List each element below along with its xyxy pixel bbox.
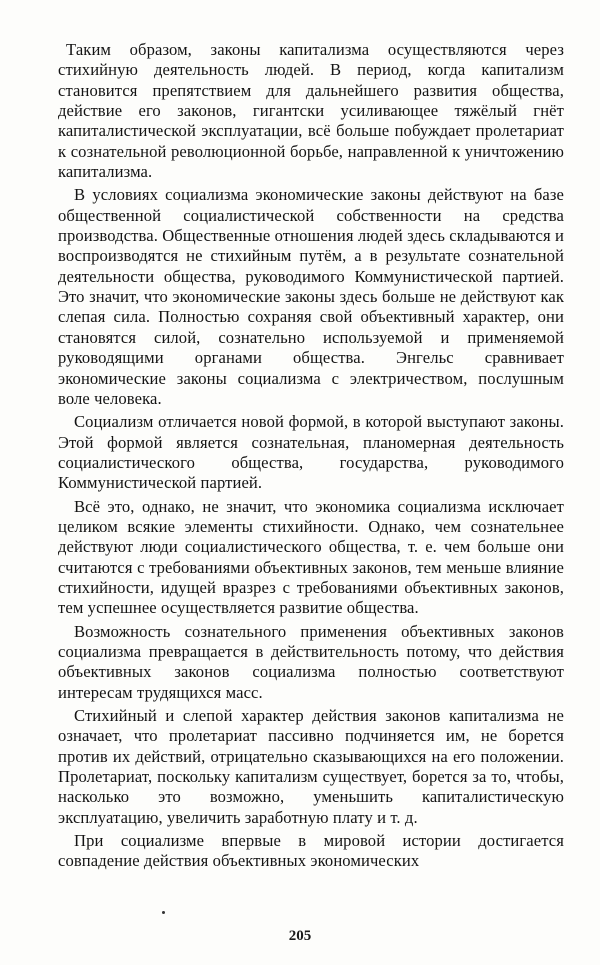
paragraph-new-form: Социализм отличается новой формой, в которой выступают законы. Этой формой является сознательная, планомерная деятельность социалистического общества, государства, руководимого Коммунистической партией. — [58, 412, 564, 493]
paragraph-possibility: Возможность сознательного применения объективных законов социализма превращается в действительность потому, что действия объективных законов социализма полностью соответствуют интересам трудящихся масс. — [58, 621, 564, 702]
paragraph-capitalism-laws: Таким образом, законы капитализма осуществляются через стихийную деятельность людей. В период, когда капитализм становится препятствием для дальнейшего развития общества, действие его законов, гигантски усиливающее тяжёлый гнёт капиталистической эксплуатации, всё больше побуждает пролетариат к сознательной революционной борьбе, направленной к уничтожению капитализма. — [58, 40, 564, 182]
page-body-text — [58, 40, 564, 875]
paragraph-socialism-laws: В условиях социализма экономические законы действуют на базе общественной социалистической собственности на средства производства. Общественные отношения людей здесь складываются и воспроизводятся не стихийным путём, а в результате сознательной деятельности общества, руководимого Коммунистической партией. Это значит, что экономические законы здесь больше не действуют как слепая сила. Полностью сохраняя свой объективный характер, они становятся силой, сознательно используемой и применяемой руководящими органами общества. Энгельс сравнивает экономические законы социализма с электричеством, послушным воле человека. — [58, 185, 564, 408]
paragraph-spontaneity: Всё это, однако, не значит, что экономика социализма исключает целиком всякие элементы стихийности. Однако, чем сознательнее действуют люди социалистического общества, т. е. чем больше они считаются с требованиями объективных законов, тем меньше влияние стихийности, идущей вразрез с требованиями объективных законов, тем успешнее осуществляется развитие общества. — [58, 496, 564, 618]
page-number: 205 — [288, 928, 312, 944]
paragraph-proletariat-struggle: Стихийный и слепой характер действия законов капитализма не означает, что пролетариат пассивно подчиняется им, не борется против их действий, отрицательно сказывающихся на его положении. Пролетариат, поскольку капитализм существует, борется за то, чтобы, насколько это возможно, уменьшить капиталистическую эксплуатацию, увеличить заработную плату и т. д. — [58, 706, 564, 827]
paragraph-coincidence: При социализме впервые в мировой истории достигается совпадение действия объективных экономических — [58, 831, 564, 871]
footer-dot-mark — [162, 911, 165, 914]
